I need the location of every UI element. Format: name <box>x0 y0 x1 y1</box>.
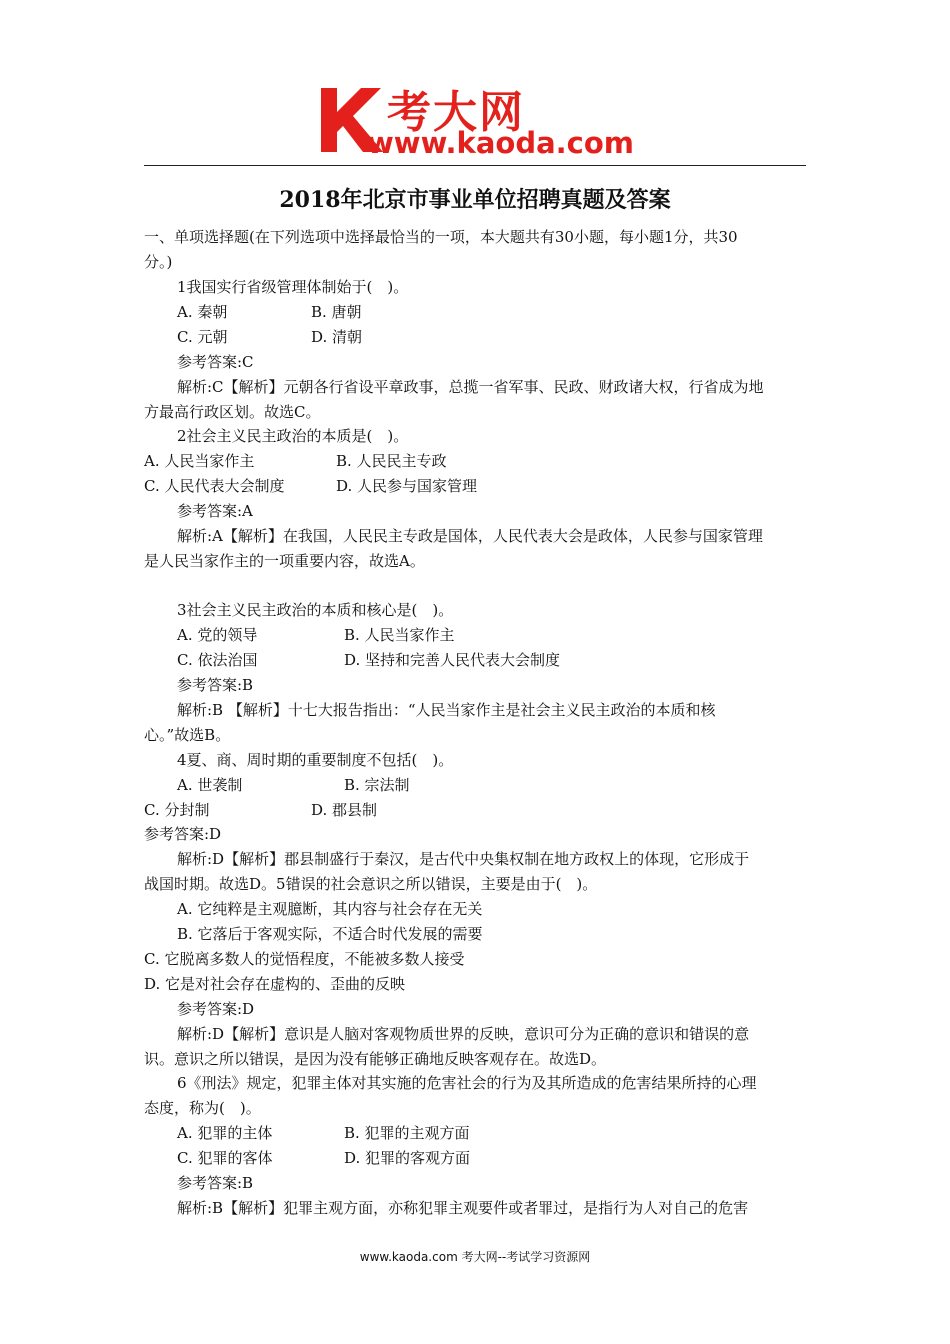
answer: 参考答案:D <box>177 1000 255 1018</box>
logo-url: www.kaoda.com <box>367 126 634 160</box>
explanation: 解析:B 【解析】十七大报告指出：“人民当家作主是社会主义民主政治的本质和核 <box>177 701 716 719</box>
option: C. 分封制 <box>144 801 210 819</box>
question-stem: 6《刑法》规定，犯罪主体对其实施的危害社会的行为及其所造成的危害结果所持的心理 <box>177 1074 757 1092</box>
option: A. 人民当家作主 <box>144 452 255 470</box>
option: D. 它是对社会存在虚构的、歪曲的反映 <box>144 975 406 993</box>
option: A. 它纯粹是主观臆断，其内容与社会存在无关 <box>177 900 483 918</box>
option: D. 郡县制 <box>311 801 378 819</box>
question-stem: 1我国实行省级管理体制始于( )。 <box>177 278 409 296</box>
option: C. 它脱离多数人的觉悟程度，不能被多数人接受 <box>144 950 465 968</box>
option: D. 清朝 <box>311 328 363 346</box>
option: B. 宗法制 <box>344 776 410 794</box>
answer: 参考答案:B <box>177 676 254 694</box>
option: A. 犯罪的主体 <box>177 1124 273 1142</box>
answer: 参考答案:D <box>144 825 222 843</box>
option: B. 犯罪的主观方面 <box>344 1124 470 1142</box>
option: C. 人民代表大会制度 <box>144 477 285 495</box>
option: D. 坚持和完善人民代表大会制度 <box>344 651 561 669</box>
option: A. 秦朝 <box>177 303 228 321</box>
question-stem: 4夏、商、周时期的重要制度不包括( )。 <box>177 751 454 769</box>
option: D. 犯罪的客观方面 <box>344 1149 471 1167</box>
option: A. 世袭制 <box>177 776 243 794</box>
option: B. 人民民主专政 <box>336 452 447 470</box>
kaoda-logo <box>317 82 647 162</box>
answer: 参考答案:A <box>177 502 253 520</box>
option: C. 依法治国 <box>177 651 258 669</box>
option: B. 人民当家作主 <box>344 626 455 644</box>
answer: 参考答案:B <box>177 1174 254 1192</box>
explanation: 心。”故选B。 <box>144 726 231 744</box>
explanation: 战国时期。故选D。5错误的社会意识之所以错误，主要是由于( )。 <box>144 875 598 893</box>
document-title: 2018年北京市事业单位招聘真题及答案 <box>279 187 671 213</box>
explanation: 解析:B【解析】犯罪主观方面，亦称犯罪主观要件或者罪过，是指行为人对自己的危害 <box>177 1199 749 1217</box>
option: C. 犯罪的客体 <box>177 1149 273 1167</box>
explanation: 方最高行政区划。故选C。 <box>144 403 321 421</box>
text-line: 一、单项选择题(在下列选项中选择最恰当的一项，本大题共有30小题，每小题1分，共30 <box>144 228 738 246</box>
explanation: 是人民当家作主的一项重要内容，故选A。 <box>144 552 425 570</box>
answer: 参考答案:C <box>177 353 254 371</box>
option: A. 党的领导 <box>177 626 258 644</box>
page-footer: www.kaoda.com 考大网--考试学习资源网 <box>359 1250 591 1264</box>
question-stem: 态度，称为( )。 <box>144 1099 261 1117</box>
text-line: 分。) <box>144 253 173 271</box>
explanation: 解析:D【解析】郡县制盛行于秦汉，是古代中央集权制在地方政权上的体现，它形成于 <box>177 850 750 868</box>
header-divider <box>144 165 806 166</box>
question-stem: 2社会主义民主政治的本质是( )。 <box>177 427 409 445</box>
option: B. 它落后于客观实际，不适合时代发展的需要 <box>177 925 483 943</box>
option: C. 元朝 <box>177 328 228 346</box>
option: B. 唐朝 <box>311 303 362 321</box>
logo-chinese-name: 考大网 <box>387 87 525 138</box>
explanation: 识。意识之所以错误，是因为没有能够正确地反映客观存在。故选D。 <box>144 1050 607 1068</box>
explanation: 解析:D【解析】意识是人脑对客观物质世界的反映，意识可分为正确的意识和错误的意 <box>177 1025 750 1043</box>
explanation: 解析:C【解析】元朝各行省设平章政事，总揽一省军事、民政、财政诸大权，行省成为地 <box>177 378 764 396</box>
explanation: 解析:A【解析】在我国，人民民主专政是国体，人民代表大会是政体，人民参与国家管理 <box>177 527 763 545</box>
option: D. 人民参与国家管理 <box>336 477 478 495</box>
question-stem: 3社会主义民主政治的本质和核心是( )。 <box>177 601 454 619</box>
